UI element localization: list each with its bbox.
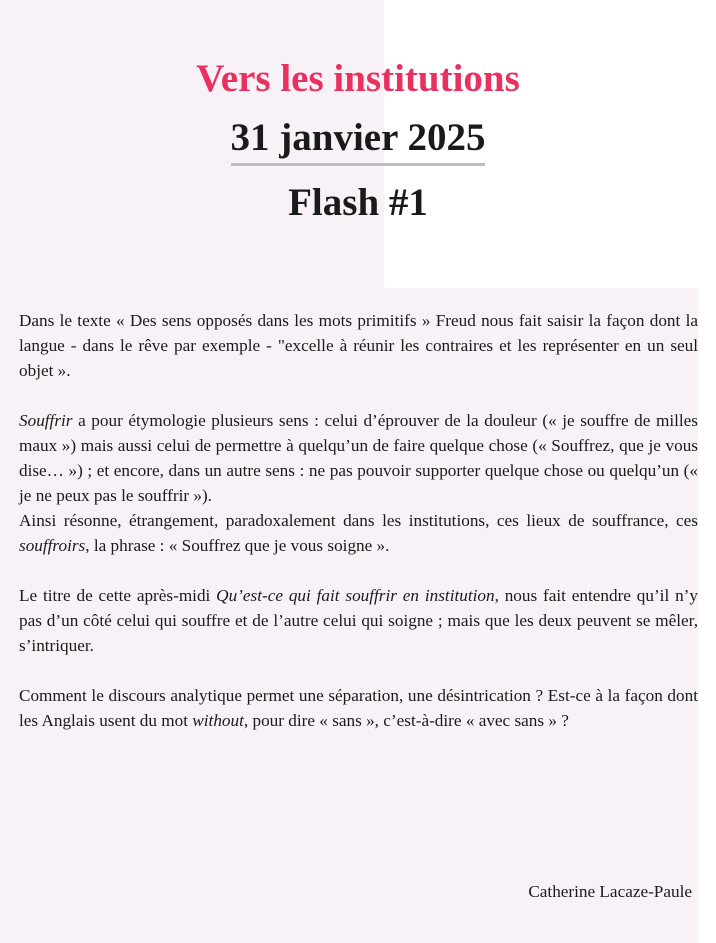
italic-term: Souffrir [19,411,73,430]
paragraph-text: Ainsi résonne, étrangement, paradoxalement dans les institutions, ces lieux de souffrance, ces [19,511,698,530]
paragraph-text: , la phrase : « Souffrez que je vous soigne ». [85,536,390,555]
paragraph-text: , nous fait entendre qu’il n’y pas d’un côté celui qui souffre et de l’autre celui qui soigne ; mais que les deux peuvent se mêler, s’intriquer. [19,586,698,655]
paragraph-text: Le titre de cette après-midi [19,586,217,605]
document-title: Vers les institutions [196,57,520,100]
paragraph-souffrir [19,408,698,508]
paragraph-gap [19,383,698,408]
document-date: 31 janvier 2025 [231,113,486,166]
paragraph-discours [19,683,698,733]
document-header [0,50,716,228]
paragraph-text: a pour étymologie plusieurs sens : celui d’éprouver de la douleur (« je souffre de milles maux ») mais aussi celui de permettre à quelqu’un de faire quelque chose (« Souffrez, que je vous dise… ») ; et encore, dans un autre sens : ne pas pouvoir supporter quelque chose ou quelqu’un (« je ne peux pas le souffrir »). [19,411,698,505]
paragraph-gap [19,658,698,683]
flash-number: Flash #1 [288,181,428,224]
italic-term: Qu’est-ce qui fait souffrir en institution [216,586,495,605]
italic-term: without [192,711,244,730]
paragraph-titre [19,583,698,658]
document-body [19,308,698,733]
paragraph-gap [19,558,698,583]
paragraph-freud [19,308,698,383]
paragraph-text: Dans le texte « Des sens opposés dans les mots primitifs » Freud nous fait saisir la façon dont la langue - dans le rêve par exemple - "excelle à réunir les contraires et les représenter en un seul objet ». [19,311,698,380]
paragraph-text: Comment le discours analytique permet une séparation, une désintrication ? Est-ce à la façon dont les Anglais usent du mot [19,686,698,730]
paragraph-institutions [19,508,698,558]
italic-term: souffroirs [19,536,86,555]
author-signature: Catherine Lacaze-Paule [528,882,692,901]
paragraph-text: , pour dire « sans », c’est-à-dire « avec sans » ? [243,711,569,730]
